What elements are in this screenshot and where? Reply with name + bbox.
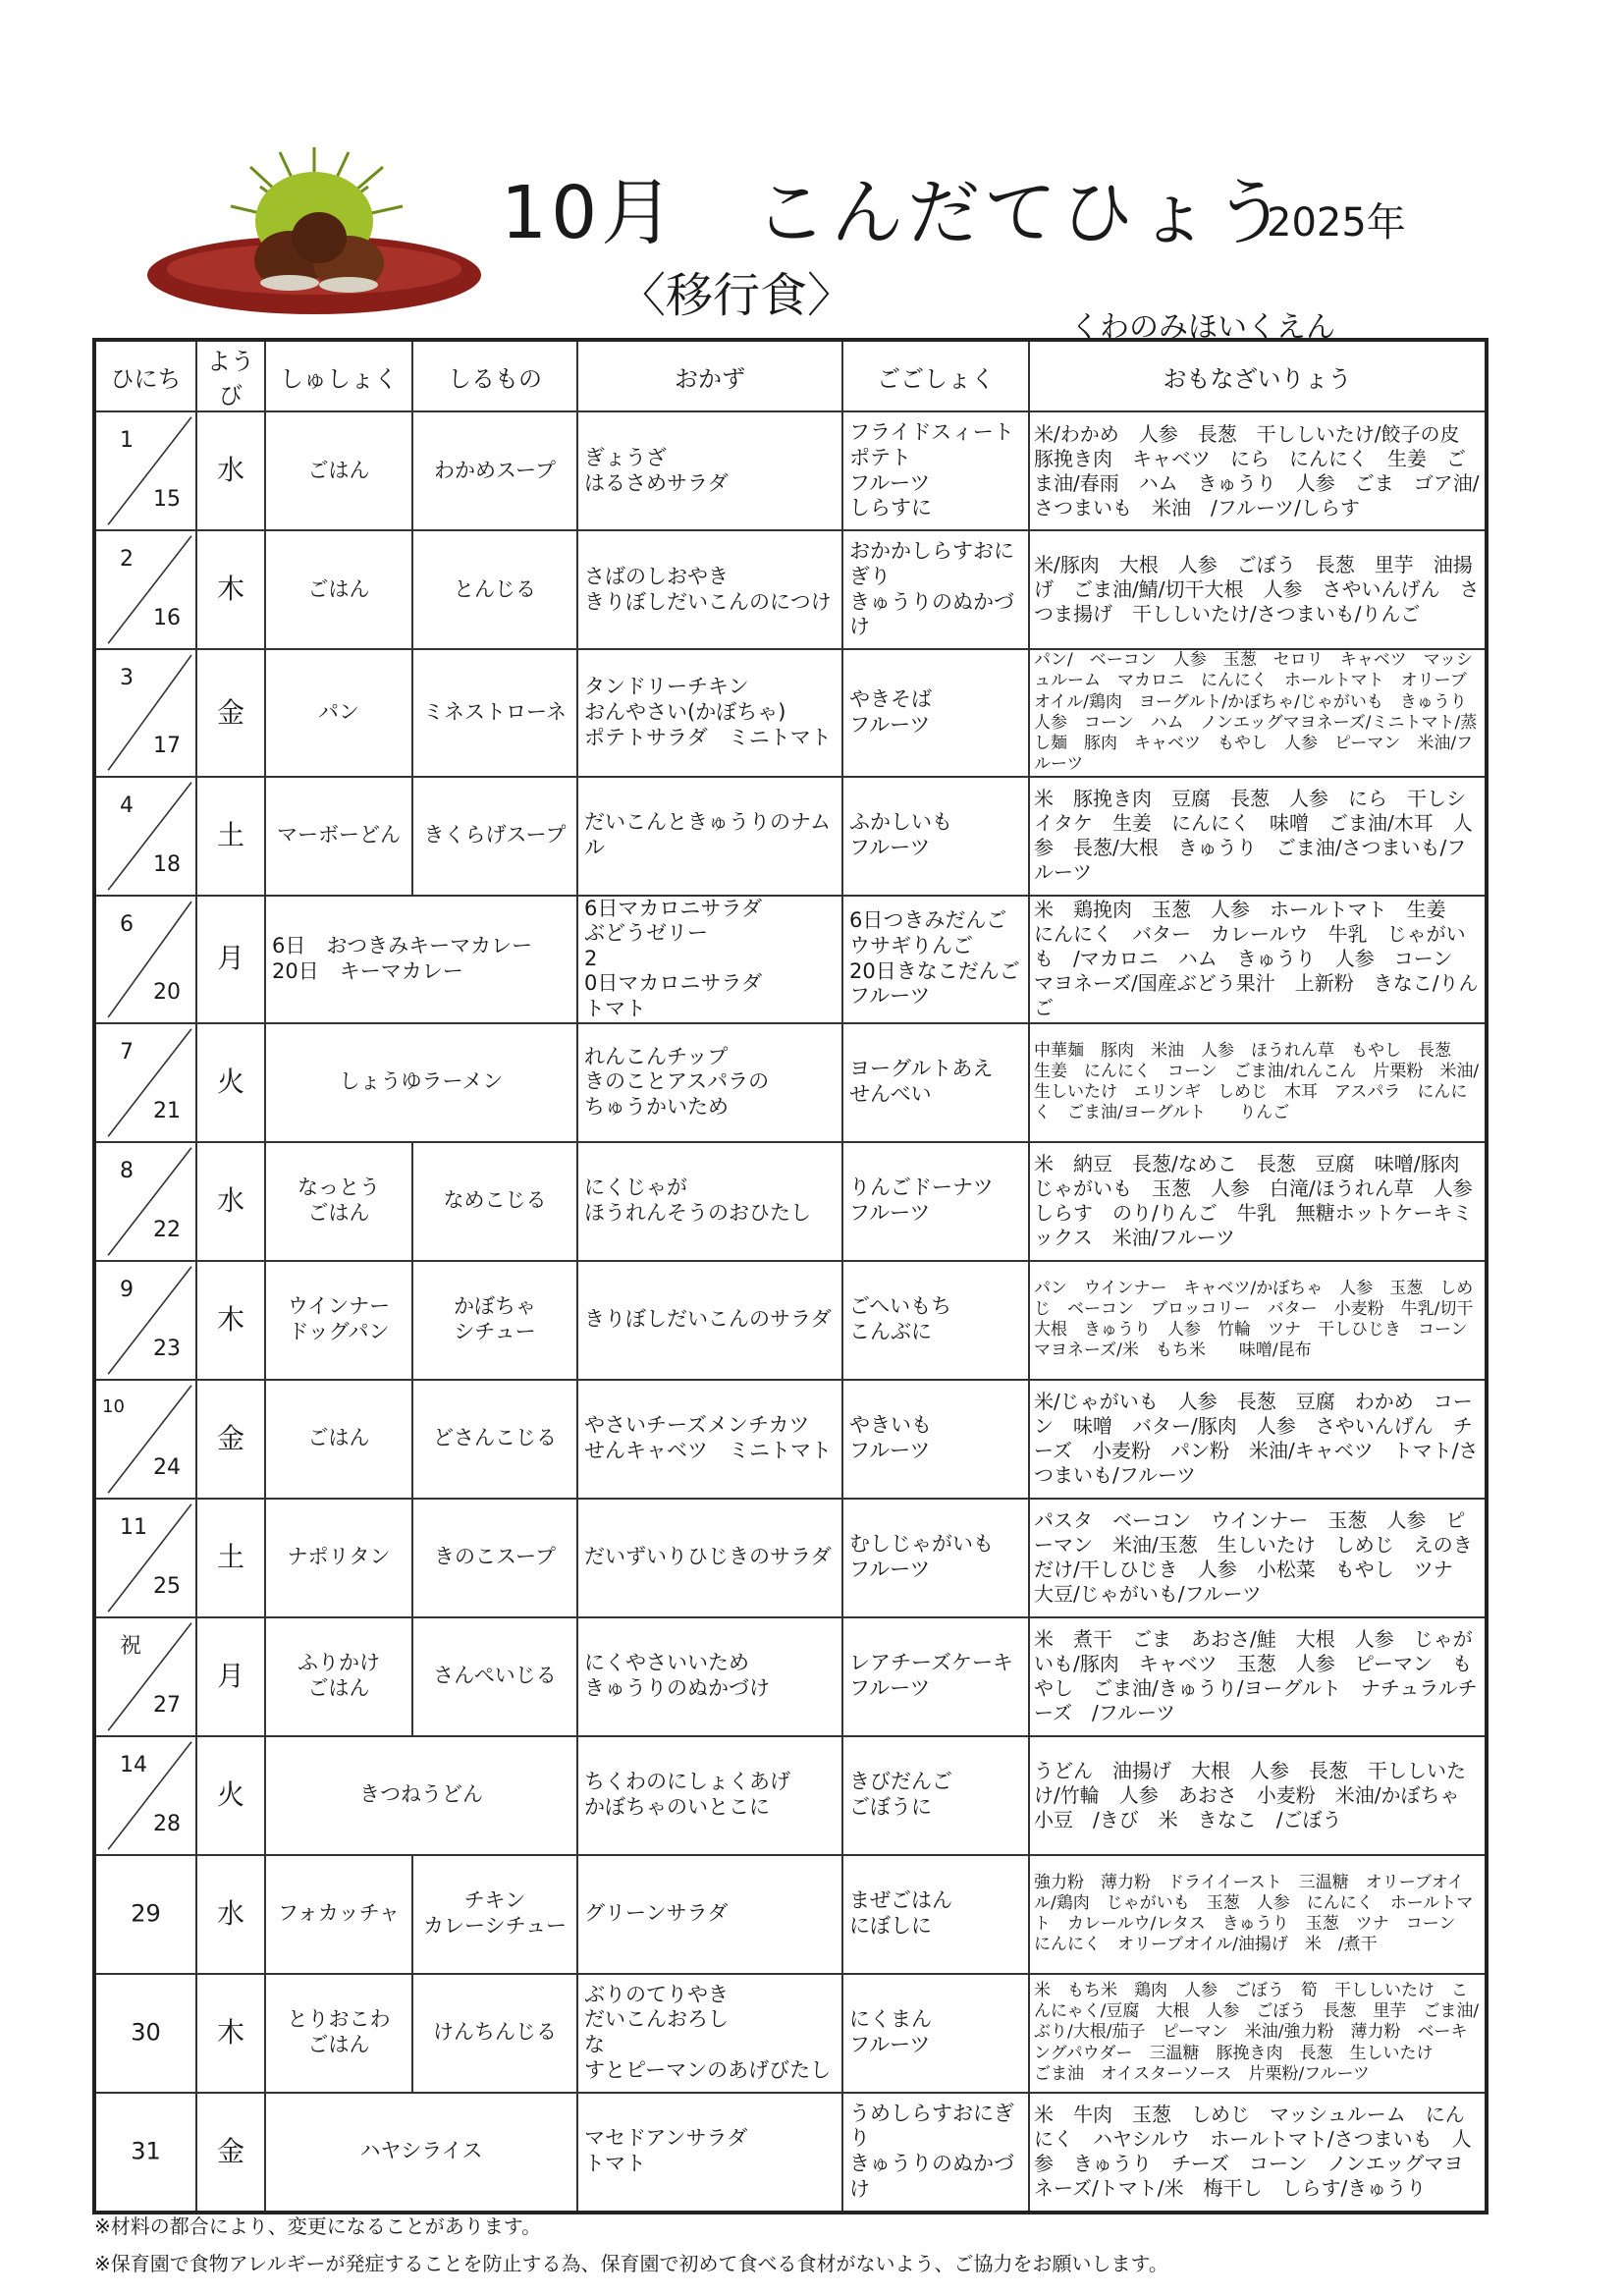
- weekday-cell: 月: [196, 896, 265, 1023]
- date-cell: [94, 1142, 196, 1261]
- staple-cell: マーボーどん: [265, 777, 412, 896]
- ingredients-cell: 米 納豆 長葱/なめこ 長葱 豆腐 味噌/豚肉 じゃがいも 玉葱 人参 白滝/ほうれん草 人参 しらす のり/りんご 牛乳 無糖ホットケーキミックス 米油/フルーツ: [1029, 1142, 1487, 1261]
- page-title: 10月 こんだてひょう: [501, 171, 1291, 255]
- snack-cell: やきいも フルーツ: [842, 1380, 1029, 1499]
- snack-cell: 6日つきみだんご ウサギりんご 20日きなこだんご フルーツ: [842, 896, 1029, 1023]
- main-dish-cell: きつねうどん: [265, 1736, 577, 1855]
- footnote: ※保育園で食物アレルギーが発症することを防止する為、保育園で初めて食べる食材がないよう、ご協力をお願いします。: [94, 2252, 1168, 2275]
- date-cell: [94, 1736, 196, 1855]
- date-cell: [94, 411, 196, 530]
- soup-cell: さんぺいじる: [412, 1617, 577, 1736]
- footnotes: [94, 2208, 1168, 2282]
- column-header: ごごしょく: [842, 340, 1029, 411]
- snack-cell: にくまん フルーツ: [842, 1974, 1029, 2093]
- date-cell: [94, 649, 196, 777]
- date-second: 25: [153, 1573, 181, 1599]
- table-row: [94, 2093, 1487, 2213]
- snack-cell: むしじゃがいも フルーツ: [842, 1499, 1029, 1617]
- soup-cell: けんちんじる: [412, 1974, 577, 2093]
- menu-table: [92, 338, 1492, 2214]
- date-first: 祝: [120, 1633, 142, 1659]
- soup-cell: なめこじる: [412, 1142, 577, 1261]
- date-second: 17: [153, 733, 181, 758]
- date-first: 10: [102, 1395, 125, 1417]
- snack-cell: レアチーズケーキ フルーツ: [842, 1617, 1029, 1736]
- snack-cell: まぜごはん にぼしに: [842, 1855, 1029, 1974]
- date-cell: [94, 1855, 196, 1974]
- weekday-cell: 土: [196, 1499, 265, 1617]
- soup-cell: きのこスープ: [412, 1499, 577, 1617]
- staple-cell: パン: [265, 649, 412, 777]
- date-cell: [94, 2093, 196, 2213]
- side-dish-cell: やさいチーズメンチカツ せんキャベツ ミニトマト: [577, 1380, 842, 1499]
- weekday-cell: 土: [196, 777, 265, 896]
- date-first: 4: [120, 793, 134, 818]
- staple-cell: なっとう ごはん: [265, 1142, 412, 1261]
- main-dish-cell: しょうゆラーメン: [265, 1023, 577, 1142]
- ingredients-cell: 米/豚肉 大根 人参 ごぼう 長葱 里芋 油揚げ ごま油/鯖/切干大根 人参 さやいんげん さつま揚げ 干ししいたけ/さつまいも/りんご: [1029, 530, 1487, 649]
- table-row: [94, 411, 1487, 530]
- snack-cell: りんごドーナツ フルーツ: [842, 1142, 1029, 1261]
- table-row: [94, 1261, 1487, 1380]
- staple-cell: ごはん: [265, 530, 412, 649]
- ingredients-cell: 中華麺 豚肉 米油 人参 ほうれん草 もやし 長葱 生姜 にんにく コーン ごま油/れんこん 片栗粉 米油/生しいたけ エリンギ しめじ 木耳 アスパラ にんにく ごま油/ヨーグルト りんご: [1029, 1023, 1487, 1142]
- snack-cell: うめしらすおにぎり きゅうりのぬかづけ: [842, 2093, 1029, 2213]
- ingredients-cell: 米 煮干 ごま あおさ/鮭 大根 人参 じゃがいも/豚肉 キャベツ 玉葱 人参 ピーマン もやし ごま油/きゅうり/ヨーグルト ナチュラルチーズ /フルーツ: [1029, 1617, 1487, 1736]
- ingredients-cell: 米/わかめ 人参 長葱 干ししいたけ/餃子の皮 豚挽き肉 キャベツ にら にんにく 生姜 ごま油/春雨 ハム きゅうり 人参 ごま ゴア油/さつまいも 米油 /フルーツ/しらす: [1029, 411, 1487, 530]
- page-subtitle: 〈移行食〉: [619, 268, 855, 323]
- weekday-cell: 火: [196, 1023, 265, 1142]
- column-header: ようび: [196, 340, 265, 411]
- table-row: [94, 1380, 1487, 1499]
- ingredients-cell: 米/じゃがいも 人参 長葱 豆腐 わかめ コーン 味噌 バター/豚肉 人参 さやいんげん チーズ 小麦粉 パン粉 米油/キャベツ トマト/さつまいも/フルーツ: [1029, 1380, 1487, 1499]
- table-row: [94, 1736, 1487, 1855]
- staple-cell: ふりかけ ごはん: [265, 1617, 412, 1736]
- date-second: 22: [153, 1217, 181, 1242]
- staple-cell: ごはん: [265, 1380, 412, 1499]
- side-dish-cell: にくやさいいため きゅうりのぬかづけ: [577, 1617, 842, 1736]
- date-first: 8: [120, 1158, 134, 1183]
- side-dish-cell: ちくわのにしょくあげ かぼちゃのいとこに: [577, 1736, 842, 1855]
- table-row: [94, 649, 1487, 777]
- column-header: おもなざいりょう: [1029, 340, 1487, 411]
- table-row: [94, 1142, 1487, 1261]
- table-header-row: [94, 340, 1487, 411]
- side-dish-cell: ぶりのてりやき だいこんおろし な すとピーマンのあげびたし: [577, 1974, 842, 2093]
- table-row: [94, 1499, 1487, 1617]
- date-number: 31: [131, 2137, 161, 2165]
- side-dish-cell: 6日マカロニサラダ ぶどうゼリー 2 0日マカロニサラダ トマト: [577, 896, 842, 1023]
- date-cell: [94, 896, 196, 1023]
- staple-cell: とりおこわ ごはん: [265, 1974, 412, 2093]
- date-second: 20: [153, 979, 181, 1005]
- date-second: 15: [153, 487, 181, 513]
- date-first: 2: [120, 547, 134, 572]
- ingredients-cell: 米 豚挽き肉 豆腐 長葱 人参 にら 干しシイタケ 生姜 にんにく 味噌 ごま油/木耳 人参 長葱/大根 きゅうり ごま油/さつまいも/フルーツ: [1029, 777, 1487, 896]
- snack-cell: ごへいもち こんぶに: [842, 1261, 1029, 1380]
- date-first: 9: [120, 1277, 134, 1302]
- weekday-cell: 木: [196, 1974, 265, 2093]
- ingredients-cell: 米 鶏挽肉 玉葱 人参 ホールトマト 生姜 にんにく バター カレールウ 牛乳 じゃがいも /マカロニ ハム きゅうり 人参 コーン マヨネーズ/国産ぶどう果汁 上新粉 きなこ/りんご: [1029, 896, 1487, 1023]
- weekday-cell: 金: [196, 649, 265, 777]
- date-second: 27: [153, 1692, 181, 1718]
- soup-cell: ミネストローネ: [412, 649, 577, 777]
- date-cell: [94, 1499, 196, 1617]
- column-header: しゅしょく: [265, 340, 412, 411]
- date-first: 11: [120, 1514, 147, 1540]
- side-dish-cell: れんこんチップ きのことアスパラの ちゅうかいため: [577, 1023, 842, 1142]
- ingredients-cell: 米 もち米 鶏肉 人参 ごぼう 筍 干ししいたけ こんにゃく/豆腐 大根 人参 ごぼう 長葱 里芋 ごま油/ぶり/大根/茄子 ピーマン 米油/強力粉 薄力粉 ベーキングパウダー 三温糖 豚挽き肉 長葱 生しいたけ ごま油 オイスターソース 片栗粉/フルーツ: [1029, 1974, 1487, 2093]
- table-row: [94, 1023, 1487, 1142]
- date-first: 7: [120, 1039, 134, 1065]
- column-header: ひにち: [94, 340, 196, 411]
- weekday-cell: 金: [196, 2093, 265, 2213]
- staple-cell: ナポリタン: [265, 1499, 412, 1617]
- weekday-cell: 木: [196, 530, 265, 649]
- date-second: 23: [153, 1336, 181, 1361]
- date-second: 18: [153, 851, 181, 877]
- date-cell: [94, 1261, 196, 1380]
- weekday-cell: 木: [196, 1261, 265, 1380]
- side-dish-cell: だいこんときゅうりのナムル: [577, 777, 842, 896]
- soup-cell: きくらげスープ: [412, 777, 577, 896]
- table-row: [94, 777, 1487, 896]
- table-row: [94, 530, 1487, 649]
- weekday-cell: 水: [196, 1142, 265, 1261]
- table-row: [94, 1974, 1487, 2093]
- soup-cell: かぼちゃ シチュー: [412, 1261, 577, 1380]
- soup-cell: とんじる: [412, 530, 577, 649]
- date-second: 16: [153, 606, 181, 631]
- date-first: 6: [120, 911, 134, 937]
- weekday-cell: 水: [196, 411, 265, 530]
- soup-cell: チキン カレーシチュー: [412, 1855, 577, 1974]
- side-dish-cell: きりぼしだいこんのサラダ: [577, 1261, 842, 1380]
- table-row: [94, 896, 1487, 1023]
- snack-cell: ふかしいも フルーツ: [842, 777, 1029, 896]
- column-header: しるもの: [412, 340, 577, 411]
- staple-cell: フォカッチャ: [265, 1855, 412, 1974]
- table-row: [94, 1617, 1487, 1736]
- main-dish-cell: 6日 おつきみキーマカレー 20日 キーマカレー: [265, 896, 577, 1023]
- snack-cell: きびだんご ごぼうに: [842, 1736, 1029, 1855]
- year-label: 2025年: [1267, 200, 1406, 246]
- side-dish-cell: にくじゃが ほうれんそうのおひたし: [577, 1142, 842, 1261]
- school-name: くわのみほいくえん: [1070, 310, 1335, 345]
- side-dish-cell: だいずいりひじきのサラダ: [577, 1499, 842, 1617]
- weekday-cell: 火: [196, 1736, 265, 1855]
- soup-cell: どさんこじる: [412, 1380, 577, 1499]
- date-first: 14: [120, 1752, 147, 1777]
- date-cell: [94, 530, 196, 649]
- side-dish-cell: タンドリーチキン おんやさい(かぼちゃ) ポテトサラダ ミニトマト: [577, 649, 842, 777]
- date-second: 28: [153, 1811, 181, 1836]
- date-second: 21: [153, 1098, 181, 1123]
- ingredients-cell: パスタ ベーコン ウインナー 玉葱 人参 ピーマン 米油/玉葱 生しいたけ しめじ えのきだけ/干しひじき 人参 小松菜 もやし ツナ 大豆/じゃがいも/フルーツ: [1029, 1499, 1487, 1617]
- chestnut-logo-icon: [142, 147, 486, 324]
- ingredients-cell: パン ウインナー キャベツ/かぼちゃ 人参 玉葱 しめじ ベーコン ブロッコリー バター 小麦粉 牛乳/切干大根 きゅうり 人参 竹輪 ツナ 干しひじき コーン マヨネーズ/米 もち米 味噌/昆布: [1029, 1261, 1487, 1380]
- weekday-cell: 水: [196, 1855, 265, 1974]
- table-row: [94, 1855, 1487, 1974]
- date-first: 3: [120, 666, 134, 690]
- main-dish-cell: ハヤシライス: [265, 2093, 577, 2213]
- date-cell: [94, 1023, 196, 1142]
- ingredients-cell: パン/ ベーコン 人参 玉葱 セロリ キャベツ マッシュルーム マカロニ にんにく ホールトマト オリーブオイル/鶏肉 ヨーグルト/かぼちゃ/じゃがいも きゅうり人参 コーン ハム ノンエッグマヨネーズ/ミニトマト/蒸し麺 豚肉 キャベツ もやし 人参 ピーマン 米油/フルーツ: [1029, 649, 1487, 777]
- weekday-cell: 金: [196, 1380, 265, 1499]
- footnote: ※材料の都合により、変更になることがあります。: [94, 2214, 542, 2238]
- snack-cell: やきそば フルーツ: [842, 649, 1029, 777]
- ingredients-cell: うどん 油揚げ 大根 人参 長葱 干ししいたけ/竹輪 人参 あおさ 小麦粉 米油/かぼちゃ 小豆 /きび 米 きなこ /ごぼう: [1029, 1736, 1487, 1855]
- snack-cell: おかかしらすおにぎり きゅうりのぬかづけ: [842, 530, 1029, 649]
- date-cell: [94, 1617, 196, 1736]
- snack-cell: フライドスィートポテト フルーツ しらすに: [842, 411, 1029, 530]
- date-first: 1: [120, 428, 134, 453]
- date-cell: [94, 1380, 196, 1499]
- side-dish-cell: さばのしおやき きりぼしだいこんのにつけ: [577, 530, 842, 649]
- date-number: 29: [131, 1899, 161, 1928]
- column-header: おかず: [577, 340, 842, 411]
- date-cell: [94, 777, 196, 896]
- date-number: 30: [131, 2018, 161, 2047]
- side-dish-cell: グリーンサラダ: [577, 1855, 842, 1974]
- staple-cell: ごはん: [265, 411, 412, 530]
- date-cell: [94, 1974, 196, 2093]
- staple-cell: ウインナー ドッグパン: [265, 1261, 412, 1380]
- ingredients-cell: 強力粉 薄力粉 ドライイースト 三温糖 オリーブオイル/鶏肉 じゃがいも 玉葱 人参 にんにく ホールトマト カレールウ/レタス きゅうり 玉葱 ツナ コーン にんにく オリーブオイル/油揚げ 米 /煮干: [1029, 1855, 1487, 1974]
- side-dish-cell: ぎょうざ はるさめサラダ: [577, 411, 842, 530]
- date-second: 24: [153, 1454, 181, 1480]
- ingredients-cell: 米 牛肉 玉葱 しめじ マッシュルーム にんにく ハヤシルウ ホールトマト/さつまいも 人参 きゅうり チーズ コーン ノンエッグマヨネーズ/トマト/米 梅干し しらす/きゅうり: [1029, 2093, 1487, 2213]
- snack-cell: ヨーグルトあえ せんべい: [842, 1023, 1029, 1142]
- side-dish-cell: マセドアンサラダ トマト: [577, 2093, 842, 2213]
- soup-cell: わかめスープ: [412, 411, 577, 530]
- weekday-cell: 月: [196, 1617, 265, 1736]
